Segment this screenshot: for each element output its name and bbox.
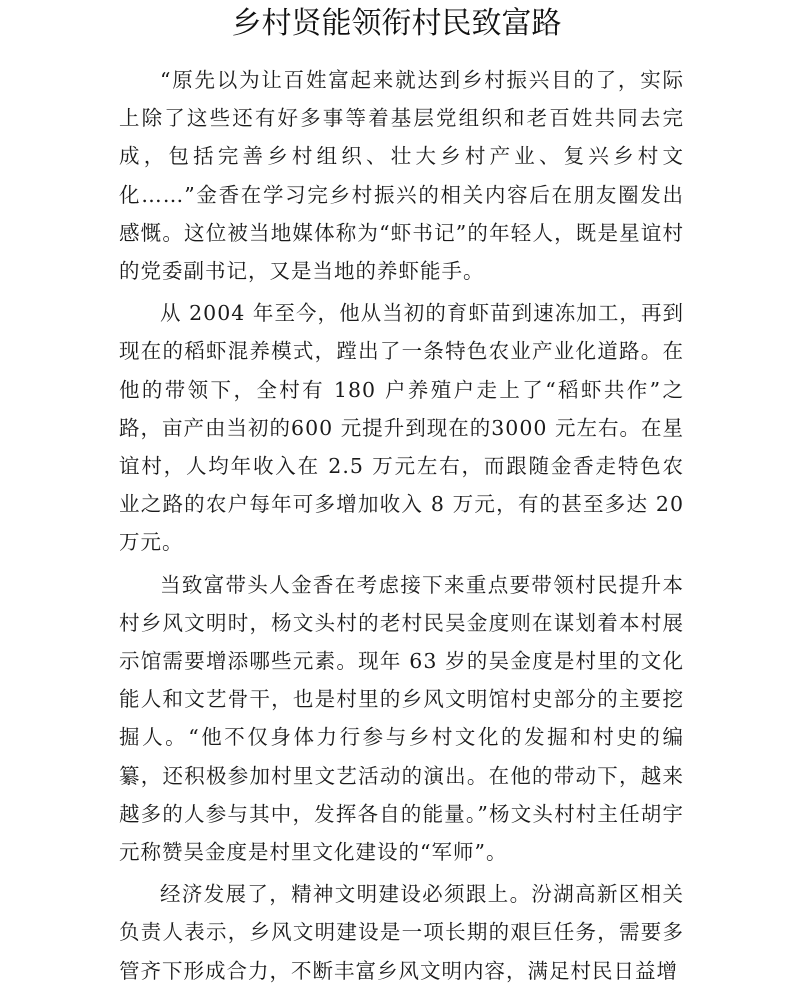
paragraph-1: “原先以为让百姓富起来就达到乡村振兴目的了，实际上除了这些还有好多事等着基层党组织和老百姓共同去完成，包括完善乡村组织、壮大乡村产业、复兴乡村文化……”金香在学习完乡村振兴的相关内容后在朋友圈发出感慨。这位被当地媒体称为“虾书记”的年轻人，既是星谊村的党委副书记，又是当地的养虾能手。 xyxy=(119,68,684,284)
article-body xyxy=(119,61,684,994)
article-title: 乡村贤能领衔村民致富路 xyxy=(231,6,562,41)
paragraph-2: 从 2004 年至今，他从当初的育虾苗到速冻加工，再到现在的稻虾混养模式，蹚出了一条特色农业产业化道路。在他的带领下，全村有 180 户养殖户走上了“稻虾共作”之路，亩产由当初的600 元提升到现在的3000 元左右。在星谊村，人均年收入在 2.5 万元左右，而跟随金香走特色农业之路的农户每年可多增加收入 8 万元，有的甚至多达 20 万元。 xyxy=(119,301,684,555)
paragraph-3: 当致富带头人金香在考虑接下来重点要带领村民提升本村乡风文明时，杨文头村的老村民吴金度则在谋划着本村展示馆需要增添哪些元素。现年 63 岁的吴金度是村里的文化能人和文艺骨干，也是村里的乡风文明馆村史部分的主要挖掘人。“他不仅身体力行参与乡村文化的发掘和村史的编纂，还积极参加村里文艺活动的演出。在他的带动下，越来越多的人参与其中，发挥各自的能量。”杨文头村村主任胡宇元称赞吴金度是村里文化建设的“军师”。 xyxy=(119,572,684,865)
paragraph-4: 经济发展了，精神文明建设必须跟上。汾湖高新区相关负责人表示，乡风文明建设是一项长期的艰巨任务，需要多管齐下形成合力，不断丰富乡风文明内容，满足村民日益增 xyxy=(119,882,684,983)
